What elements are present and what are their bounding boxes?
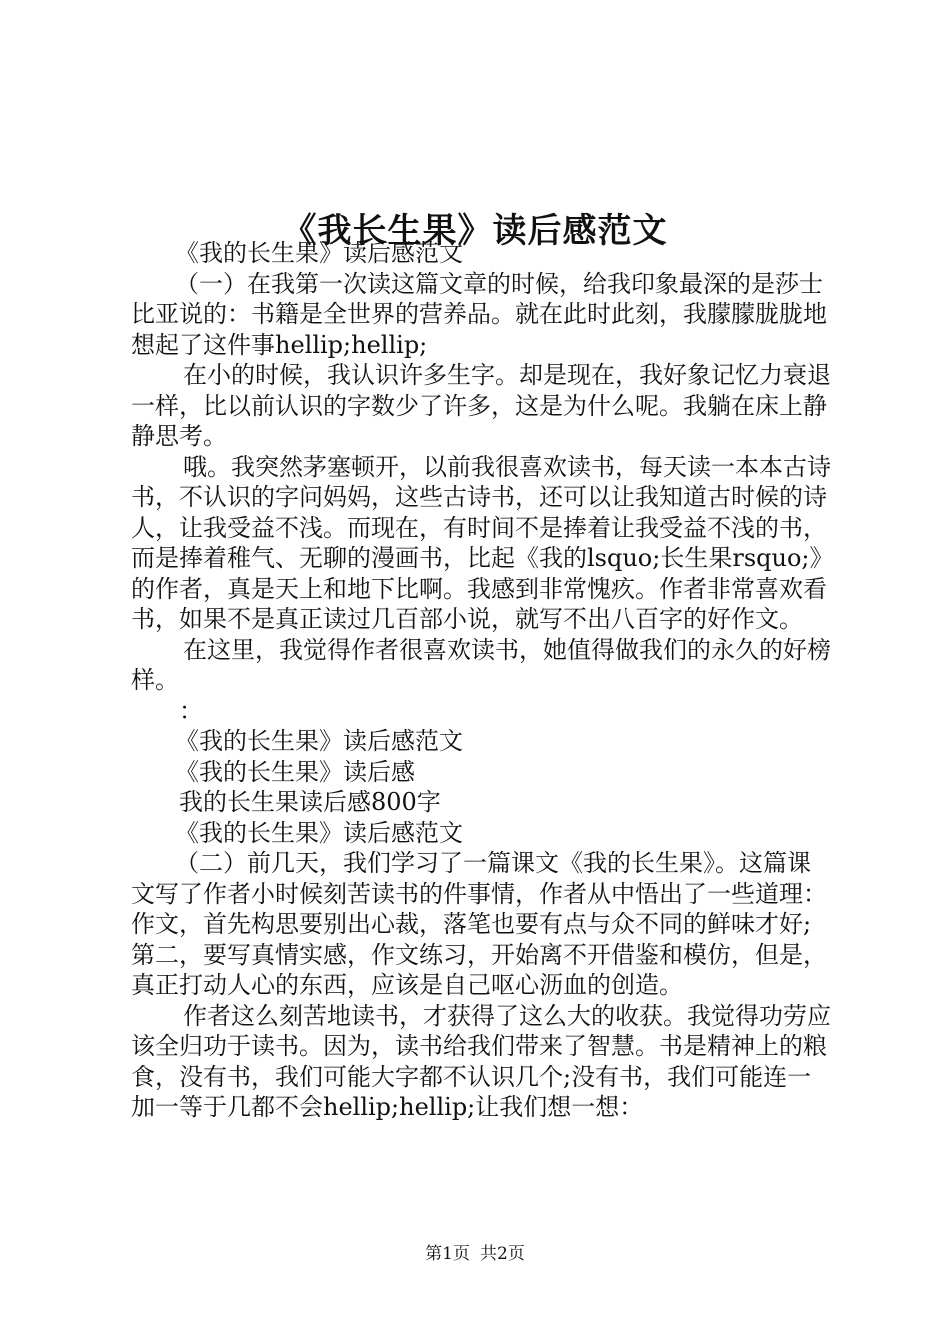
paragraph-2: 在小的时候，我认识许多生字。却是现在，我好象记忆力衰退一样，比以前认识的字数少了许多，这是为什么呢。我躺在床上静静思考。 (131, 361, 831, 450)
paragraph-5: （二）前几天，我们学习了一篇课文《我的长生果》。这篇课文写了作者小时候刻苦读书的件事情，作者从中悟出了一些道理：作文，首先构思要别出心裁，落笔也要有点与众不同的鲜味才好;第二，要写真情实感，作文练习，开始离不开借鉴和模仿，但是，真正打动人心的东西，应该是自己呕心沥血的创造。 (131, 849, 827, 999)
related-link-1: 《我的长生果》读后感范文 (175, 727, 463, 755)
paragraph-1: （一）在我第一次读这篇文章的时候，给我印象最深的是莎士比亚说的：书籍是全世界的营养品。就在此时此刻，我朦朦胧胧地想起了这件事hellip;hellip; (131, 269, 827, 359)
paragraph-3: 哦。我突然茅塞顿开，以前我很喜欢读书，每天读一本本古诗书，不认识的字问妈妈，这些古诗书，还可以让我知道古时候的诗人，让我受益不浅。而现在，有时间不是捧着让我受益不浅的书，而是捧着稚气、无聊的漫画书，比起《我的lsquo;长生果rsquo;》的作者，真是天上和地下比啊。我感到非常愧疚。作者非常喜欢看书，如果不是真正读过几百部小说，就写不出八百字的好作文。 (131, 452, 831, 633)
document-title: 《我长生果》读后感范文 (282, 210, 668, 251)
paragraph-4: 在这里，我觉得作者很喜欢读书，她值得做我们的永久的好榜样。 (131, 635, 831, 694)
paragraph-6: 作者这么刻苦地读书，才获得了这么大的收获。我觉得功劳应该全归功于读书。因为，读书给我们带来了智慧。书是精神上的粮食，没有书，我们可能大字都不认识几个;没有书，我们可能连一加一等于几都不会hellip;hellip;让我们想一想： (131, 1001, 831, 1121)
page-footer (0, 1242, 950, 1266)
related-link-3: 我的长生果读后感800字 (179, 788, 441, 816)
paragraph-colon: ： (179, 696, 203, 725)
page-total: 共2页 (480, 1244, 525, 1264)
document-body (131, 238, 831, 1123)
related-link-4: 《我的长生果》读后感范文 (175, 818, 463, 847)
page-number: 第1页 (425, 1244, 470, 1264)
related-link-2: 《我的长生果》读后感 (175, 757, 415, 786)
paragraph-subtitle: 《我的长生果》读后感范文 (175, 239, 463, 267)
